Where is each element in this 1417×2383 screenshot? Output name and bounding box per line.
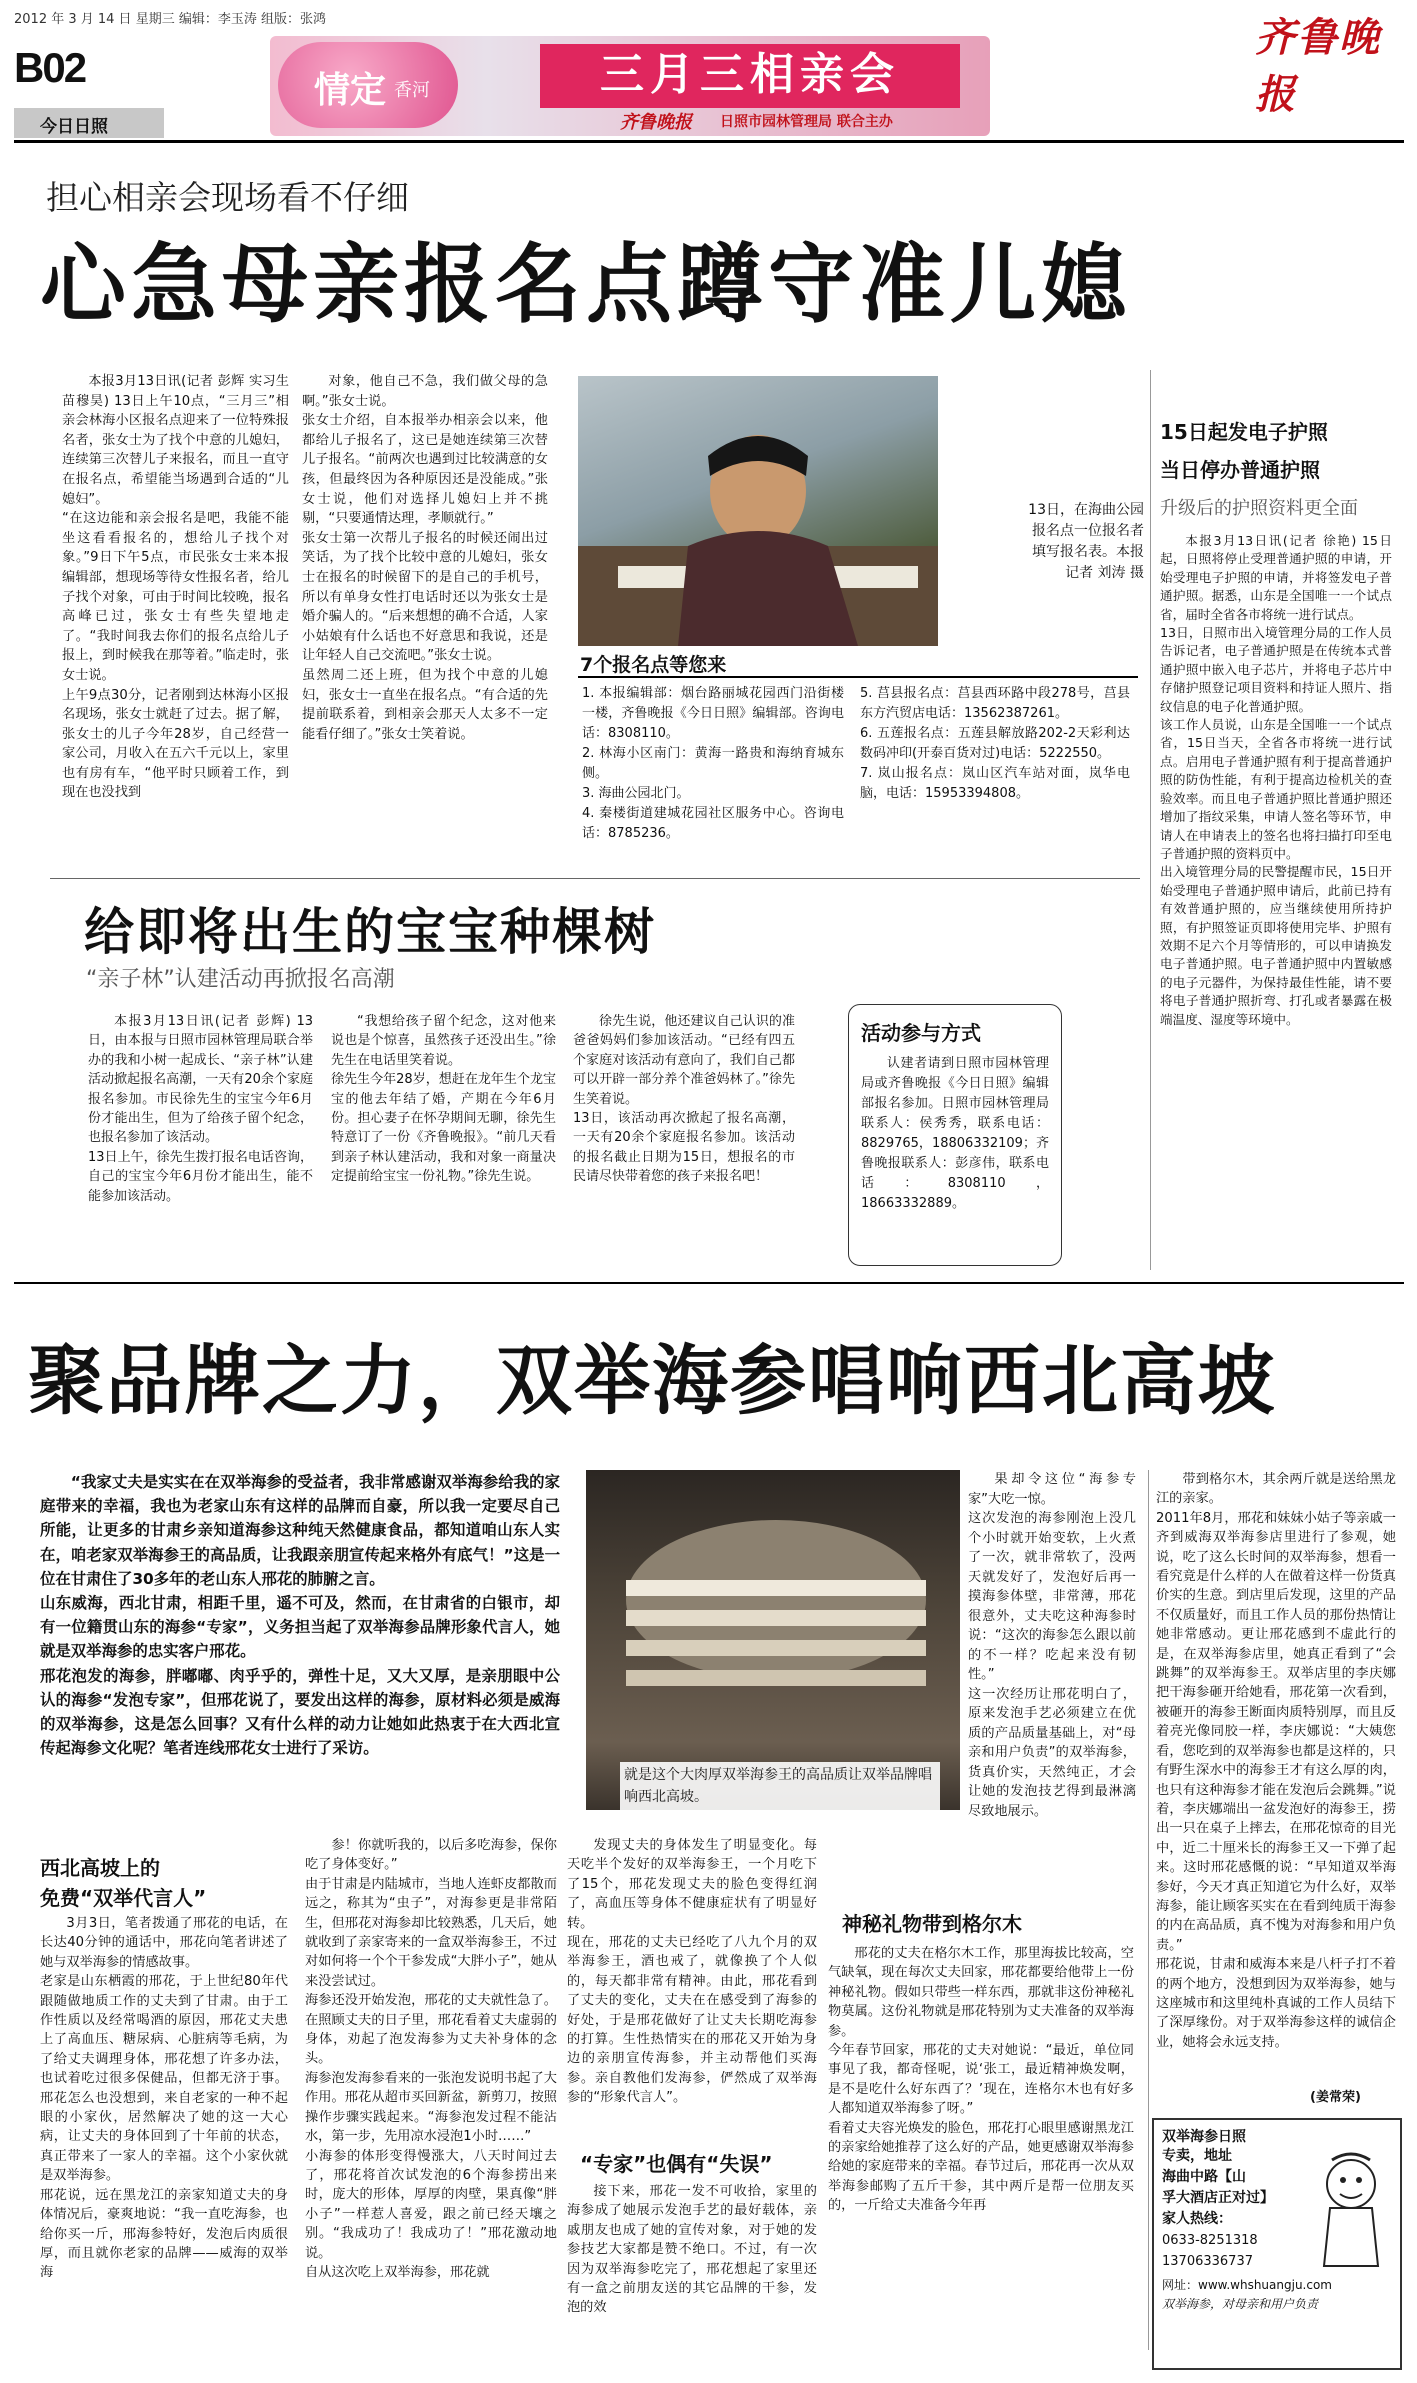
ad-line1: 专卖，地址 — [1162, 2148, 1232, 2164]
locations-col1: 1. 本报编辑部：烟台路丽城花园西门沿街楼一楼，齐鲁晚报《今日日照》编辑部。咨询电话：8308110。 2. 林海小区南门：黄海一路贵和海纳育城东侧。 3. 海曲公园北门。 4. 秦楼街道建城花园社区服务中心。咨询电话：8785236。 — [582, 686, 844, 841]
article3-col1: 本报3月13日讯(记者 彭辉) 13日，由本报与日照市园林管理局联合举办的我和小树一起成长、“亲子林”认建活动掀起报名高潮，一天有20余个家庭报名参加。市民徐先生的宝宝今年6月份才能出生，但为了给孩子留个纪念，也报名参加了该活动。 13日上午，徐先生拨打报名电话咨询，自己的宝宝今年6月份才能出生，能不能参加该活动。 — [88, 1014, 313, 1204]
ad-title: 双举海参日照 — [1162, 2129, 1246, 2145]
ad-website: 网址：www.whshuangju.com — [1162, 2278, 1332, 2292]
article4-sub1: 西北高坡上的 — [40, 1856, 160, 1880]
article4-sub2: “专家”也偶有“失误” — [580, 2152, 773, 2176]
article3-col2: “我想给孩子留个纪念，这对他来说也是个惊喜，虽然孩子还没出生。”徐先生在电话里笑着说。 徐先生今年28岁，想赶在龙年生个龙宝宝的他去年结了婚，产期在今年6月份。担心妻子在怀孕期间无聊，徐先生特意订了一份《齐鲁晚报》。“前几天看到亲子林认建活动，我和对象一商量决定提前给宝宝一份礼物。”徐先生说。 — [331, 1014, 556, 1185]
ad-phone2: 13706336737 — [1162, 2254, 1253, 2269]
banner-logo: 齐鲁晚报 — [620, 112, 692, 133]
locations-box-rule — [578, 676, 1138, 678]
dateline: 2012 年 3 月 14 日 星期三 编辑：李玉涛 组版：张鸿 — [14, 12, 326, 27]
article4-vertical-rule — [1148, 1470, 1149, 2350]
article1-col2: 对象，他自己不急，我们做父母的急啊。”张女士说。 张女士介绍，自本报举办相亲会以来，他都给儿子报名了，这已是她连续第三次替儿子报名。“前两次也遇到过比较满意的女孩，但最终因为各种原因还是没能成。”张女士说，他们对选择儿媳妇上并不挑剔，“只要通情达理，孝顺就行。” 张女士第一次帮儿子报名的时候还闹出过笑话，为了找个比较中意的儿媳妇，张女士在报名的时候留下的是自己的手机号，所以有单身女性打电话时还以为张女士是婚介骗人的。“后来想想的确不合适，人家小姑娘有什么话也不好意思和我说，还是让年轻人自己交流吧。”张女士说。 虽然周二还上班，但为找个中意的儿媳妇，张女士一直坐在报名点。“有合适的先提前联系着，到相亲会那天人太多不一定能看仔细了。”张女士笑着说。 — [302, 374, 548, 742]
section-rule — [14, 1282, 1404, 1284]
participation-box-title: 活动参与方式 — [861, 1021, 981, 1045]
ad-line4: 家人热线： — [1162, 2211, 1232, 2227]
photo-figure — [578, 376, 938, 646]
ad-line3: 孚大酒店正对过】 — [1162, 2190, 1274, 2206]
header-rule — [14, 140, 1404, 143]
sea-cucumber-icon — [586, 1470, 960, 1810]
article4-photo — [586, 1470, 960, 1810]
article4-col5: 带到格尔木，其余两斤就是送给黑龙江的亲家。 2011年8月，邢花和妹妹小姑子等亲戚一齐到威海双举海参店里进行了参观，她说，吃了这么长时间的双举海参，想看一看究竟是什么样的人在做着这样一份货真价实的生意。到店里后发现，这里的产品不仅质量好，而且工作人员的那份热情让她非常感动。更让邢花感到不虚此行的是，在双举海参店里，她真正看到了“会跳舞”的双举海参王。双举店里的李庆娜把干海参砸开给她看，邢花第一次看到，被砸开的海参王断面肉质特别厚，而且反着亮光像同胶一样，李庆娜说：“大姨您看，您吃到的双举海参也都是这样的，只有野生深水中的海参王才有这么厚的肉，也只有这种海参才能在发泡后会跳舞。”说着，李庆娜端出一盆发泡好的海参王，捞出一只在桌子上摔去，在邢花惊奇的目光中，近二十厘米长的海参王又一下弹了起来。这时邢花感慨的说：“早知道双举海参好，今天才真正知道它为什么好，双举海参，能让顾客买实在在看到纯质干海参的内在高品质，真不愧为对海参和用户负责。” 邢花说，甘肃和威海本来是八杆子打不着的两个地方，没想到因为双举海参，她与这座城市和这里纯朴真诚的工作人员结下了深厚缘份。对于双举海参这样的诚信企业，她将会永远支持。 — [1156, 1472, 1396, 2050]
article4-col3: 发现丈夫的身体发生了明显变化。每天吃半个发好的双举海参王，一个月吃下了15个，邢花发现丈夫的脸色变得红润了，高血压等身体不健康症状有了明显好转。 现在，邢花的丈夫已经吃了八九个月的双举海参王，酒也戒了，就像换了个人似的，每天都非常有精神。由此，邢花看到了丈夫的变化，丈夫在在感受到了海参的好处，于是邢花做好了让丈夫长期吃海参的打算。生性热情实在的邢花又开始为身边的亲朋宣传海参，并主动帮他们买海参。亲自教他们发海参，俨然成了双举海参的“形象代言人”。 — [567, 1838, 817, 2106]
column-name: 情定 — [314, 69, 387, 111]
article4-col3b: 接下来，邢花一发不可收拾，家里的海参成了她展示发泡手艺的最好载体，亲戚朋友也成了她的宣传对象，对于她的发参技艺大家都是赞不绝口。不过，有一次因为双举海参吃完了，邢花想起了家里还有一盒之前朋友送的其它品牌的干参，发泡的效 — [567, 2184, 817, 2316]
article4-sub3: 神秘礼物带到格尔木 — [842, 1912, 1022, 1936]
locations-box-title: 7个报名点等您来 — [580, 654, 727, 676]
ad-slogan: 双举海参，对母亲和用户负责 — [1162, 2297, 1319, 2311]
section-tab — [14, 108, 164, 138]
article4-byline: (姜常荣) — [1310, 2090, 1361, 2105]
article4-col1: 3月3日，笔者拨通了邢花的电话，在长达40分钟的通话中，邢花向笔者讲述了她与双举海参的情感故事。 老家是山东栖霞的邢花，于上世纪80年代跟随做地质工作的丈夫到了甘肃。由于工作性质以及经常喝酒的原因，邢花丈夫患上了高血压、糖尿病、心脏病等毛病，为了给丈夫调理身体，邢花想了许多办法，也试着吃过很多保健品，但都无济于事。邢花怎么也没想到，来自老家的一种不起眼的小家伙，居然解决了她的这一大心病，让丈夫的身体回到了十年前的状态，真正带来了一家人的幸福。这个小家伙就是双举海参。 邢花说，远在黑龙江的亲家知道丈夫的身体情况后，豪爽地说：“我一直吃海参，也给你买一斤，邢海参特好，发泡后肉质很厚，而且就你老家的品牌——威海的双举海 — [40, 1916, 288, 2281]
article2-headline: 15日起发电子护照 — [1160, 420, 1328, 444]
column-sub: 香河 — [394, 80, 430, 101]
column-divider — [1150, 370, 1151, 1270]
column-badge — [278, 42, 458, 128]
article1-photo — [578, 376, 938, 646]
article2-subhead: 升级后的护照资料更全面 — [1160, 498, 1358, 519]
banner-title: 三月三相亲会 — [600, 49, 900, 100]
banner-org: 日照市园林管理局 联合主办 — [720, 114, 893, 130]
page-code: B02 — [14, 44, 86, 91]
article4-lead: “我家丈夫是实实在在双举海参的受益者，我非常感谢双举海参给我的家庭带来的幸福，我也为老家山东有这样的品牌而自豪，所以我一定要尽自己所能，让更多的甘肃乡亲知道海参这种纯天然健康食品，都知道咱山东人实在，咱老家双举海参王的高品质，让我跟亲朋宣传起来格外有底气！”这是一位在甘肃住了30多年的老山东人邢花的肺腑之言。 山东威海，西北甘肃，相距千里，遥不可及，然而，在甘肃省的白银市，却有一位籍贯山东的海参“专家”，义务担当起了双举海参品牌形象代言人，她就是双举海参的忠实客户邢花。 邢花泡发的海参，胖嘟嘟、肉乎乎的，弹性十足，又大又厚，是亲朋眼中公认的海参“发泡专家”，但邢花说了，要发出这样的海参，原材料必须是威海的双举海参，这是怎么回事？又有什么样的动力让她如此热衷于在大西北宣传起海参文化呢？笔者连线邢花女士进行了采访。 — [40, 1473, 560, 1758]
rule-article1-end — [50, 878, 1140, 879]
ad-line2: 海曲中路【山 — [1162, 2169, 1246, 2185]
locations-col2: 5. 莒县报名点：莒县西环路中段278号，莒县东方汽贸店电话：13562387261。 6. 五莲报名点：五莲县解放路202-2天彩利达数码冲印(开泰百货对过)电话：5222550。 7. 岚山报名点：岚山区汽车站对面，岚华电脑，电话：15953394808。 — [860, 686, 1130, 801]
article4-sub1b: 免费“双举代言人” — [40, 1886, 207, 1910]
article4-side-col: 果却令这位“海参专家”大吃一惊。 这次发泡的海参刚泡上没几个小时就开始变软，上火煮了一次，就非常软了，没两天就发好了，发泡好后再一摸海参体壁，非常薄，邢花很意外，丈夫吃这种海参时说：“这次的海参怎么跟以前的不一样？吃起来没有韧性。” 这一次经历让邢花明白了，原来发泡手艺必须建立在优质的产品质量基础上，对“母亲和用户负责”的双举海参，货真价实，天然纯正，才会让她的发泡技艺得到最淋漓尽致地展示。 — [968, 1472, 1136, 1819]
ad-phone1: 0633-8251318 — [1162, 2233, 1258, 2248]
article1-col1: 本报3月13日讯(记者 彭辉 实习生 苗穆昊) 13日上午10点，“三月三”相亲会林海小区报名点迎来了一位特殊报名者，张女士为了找个中意的儿媳妇，连续第三次替儿子来报名，而且一直守在报名点，希望能当场遇到合适的“儿媳妇”。 “在这边能和亲会报名是吧，我能不能坐这看看报名的，想给儿子找个对象。”9日下午5点，市民张女士来本报编辑部，想现场等待女性报名者，给儿子找个对象，可由于时间比较晚，报名高峰已过，张女士有些失望地走了。“我时间我去你们的报名点给儿子报上，到时候我在那等着。”临走时，张女士说。 上午9点30分，记者刚到达林海小区报名现场，张女士就赶了过去。据了解，张女士的儿子今年28岁，自己经营一家公司，月收入在五六千元以上，家里也有房有车，“他平时只顾着工作，到现在也没找到 — [62, 374, 289, 801]
article3-col3: 徐先生说，他还建议自己认识的准爸爸妈妈们参加该活动。“已经有四五个家庭对该活动有意向了，我们自己都可以开辟一部分养个准爸妈林了。”徐先生笑着说。 13日，该活动再次掀起了报名高潮，一天有20余个家庭报名参加。该活动的报名截止日期为15日，想报名的市民请尽快带着您的孩子来报名吧！ — [573, 1014, 795, 1185]
article4-col2: 参！你就听我的，以后多吃海参，保你吃了身体变好。” 由于甘肃是内陆城市，当地人连虾皮都散而远之，称其为“虫子”，对海参更是非常陌生，但邢花对海参却比较熟悉，几天后，她就收到了亲家寄来的一盒双举海参王，不过对如何将一个个干参发成“大胖小子”，她从来没尝试过。 海参还没开始发泡，邢花的丈夫就性急了。在照顾丈夫的日子里，邢花看着丈夫虚弱的身体，劝起了泡发海参为丈夫补身体的念头。 海参泡发海参看来的一张泡发说明书起了大作用。邢花从超市买回新盆，新剪刀，按照操作步骤实践起来。“海参泡发过程不能沾水，第一步，先用凉水浸泡1小时……” 小海参的体形变得慢涨大，八天时间过去了，邢花将首次试发泡的6个海参捞出来时，庞大的形体，厚厚的肉壁，果真像“胖小子”一样惹人喜爱，跟之前已经天壤之别。“我成功了！我成功了！”邢花激动地说。 自从这次吃上双举海参，邢花就 — [305, 1838, 557, 2280]
article3-subhead: “亲子林”认建活动再掀报名高潮 — [86, 967, 395, 992]
banner-title-box — [540, 44, 960, 108]
article4-photo-caption: 就是这个大肉厚双举海参王的高品质让双举品牌唱响西北高坡。 — [620, 1762, 940, 1810]
mascot-icon — [1312, 2150, 1390, 2270]
article3-headline: 给即将出生的宝宝种棵树 — [84, 903, 656, 961]
participation-box-body: 认建者请到日照市园林管理局或齐鲁晚报《今日日照》编辑部报名参加。日照市园林管理局联系人：侯秀秀，联系电话：8829765，18806332109；齐鲁晚报联系人：彭彦伟，联系电话：8308110，18663332889。 — [861, 1056, 1049, 1211]
article2-body: 本报3月13日讯(记者 徐艳) 15日起，日照将停止受理普通护照的申请，开始受理电子护照的申请，并将签发电子普通护照。据悉，山东是全国唯一一个试点省，届时全省各市将统一进行试点。 13日，日照市出入境管理分局的工作人员告诉记者，电子普通护照是在传统本式普通护照中嵌入电子芯片，并将电子芯片中存储护照登记项目资料和持证人照片、指纹信息的电子化普通护照。 该工作人员说，山东是全国唯一一个试点省，15日当天，全省各市将统一进行试点。启用电子普通护照有利于提高普通护照的防伪性能，有利于提高边检机关的查验效率。而且电子普通护照比普通护照还增加了指纹采集，申请人签名等环节，申请人在申请表上的签名也将扫描打印至电子普通护照的资料页中。 出入境管理分局的民警提醒市民，15日开始受理电子普通护照申请后，此前已持有有效普通护照的，应当继续使用所持护照，有护照签证页即将使用完毕、护照有效期不足六个月等情形的，可以申请换发电子普通护照。电子普通护照中内置敏感的电子元器件，为保持最佳性能，请不要将电子普通护照折弯、打孔或者暴露在极端温度、湿度等环境中。 — [1160, 533, 1392, 1027]
article1-kicker: 担心相亲会现场看不仔细 — [46, 178, 409, 217]
article1-headline: 心急母亲报名点蹲守准儿媳 — [40, 235, 1132, 335]
participation-box — [848, 1004, 1062, 1266]
section-label: 今日日照 — [40, 117, 108, 137]
article4-col4: 邢花的丈夫在格尔木工作，那里海拔比较高，空气缺氧，现在每次丈夫回家，邢花都要给他带上一份神秘礼物。假如只带些一样东西，那就非这份神秘礼物莫属。这份礼物就是邢花特别为丈夫准备的双举海参。 今年春节回家，邢花的丈夫对她说：“最近，单位同事见了我，都奇怪呢，说‘张工，最近精神焕发啊，是不是吃什么好东西了？’现在，连格尔木也有好多人都知道双举海参了呀。” 看着丈夫容光焕发的脸色，邢花打心眼里感谢黑龙江的亲家给她推荐了这么好的产品，她更感谢双举海参给她的家庭带来的幸福。春节过后，邢花再一次从双举海参邮购了五斤干参，其中两斤是帮一位朋友买的，一斤给丈夫准备今年再 — [828, 1946, 1134, 2214]
ad-box — [1152, 2118, 1402, 2370]
paper-name-logo: 齐鲁晚报 — [1255, 14, 1381, 118]
article4-headline: 聚品牌之力，双举海参唱响西北高坡 — [28, 1336, 1276, 1425]
photo-caption: 13日，在海曲公园报名点一位报名者填写报名表。本报记者 刘涛 摄 — [1028, 502, 1144, 581]
article2-headline2: 当日停办普通护照 — [1160, 458, 1320, 482]
